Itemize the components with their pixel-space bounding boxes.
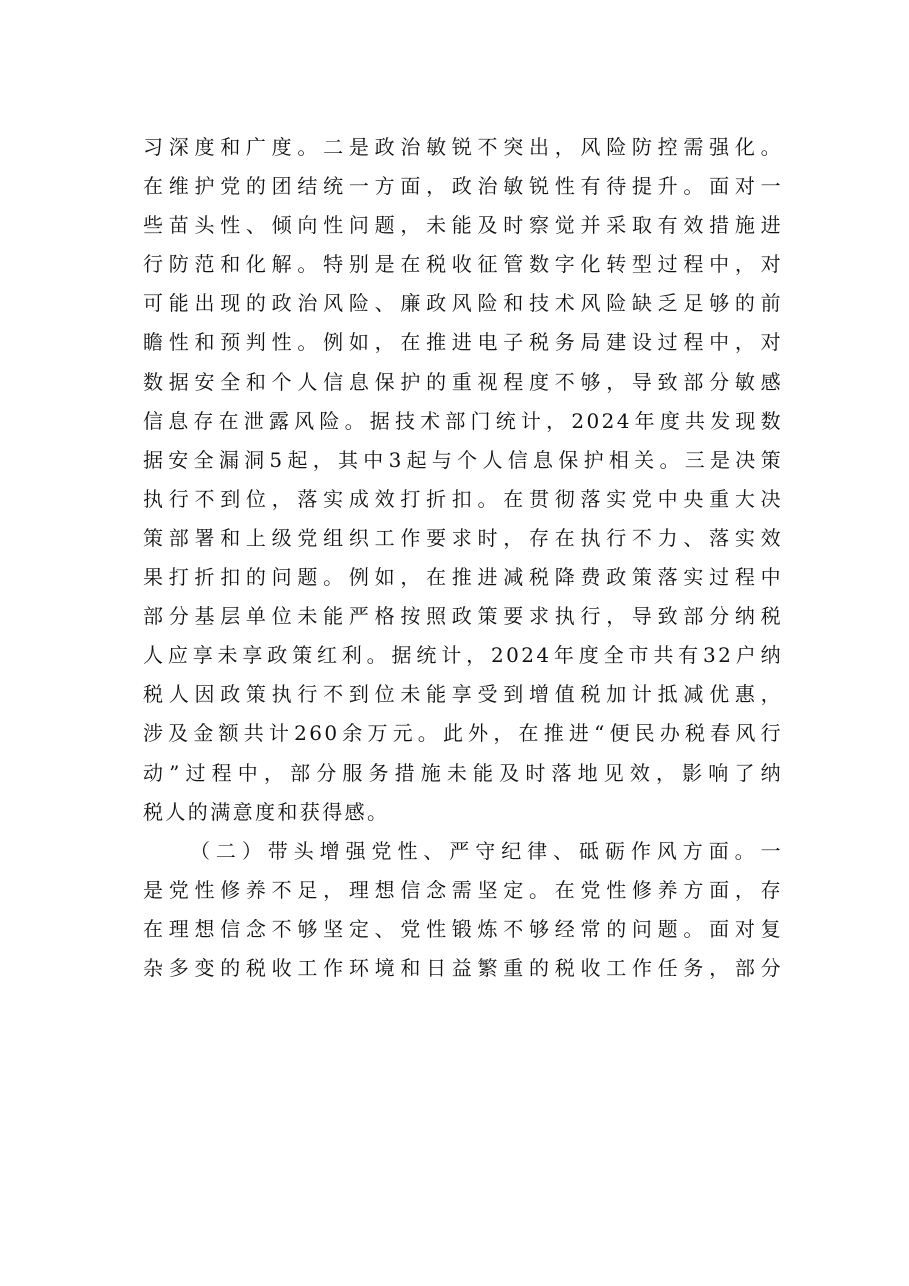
text-line-8: 信息存在泄露风险。据技术部门统计，2024年度共发现数: [143, 408, 783, 433]
text-line-12: 果打折扣的问题。例如，在推进减税降费政策落实过程中: [143, 565, 783, 590]
text-line-17: 动”过程中，部分服务措施未能及时落地见效，影响了纳: [143, 760, 783, 785]
text-line-11: 策部署和上级党组织工作要求时，存在执行不力、落实效: [143, 525, 783, 550]
text-line-10: 执行不到位，落实成效打折扣。在贯彻落实党中央重大决: [143, 486, 783, 511]
text-line-13: 部分基层单位未能严格按照政策要求执行，导致部分纳税: [143, 604, 783, 629]
text-line-22: 杂多变的税收工作环境和日益繁重的税收工作任务，部分: [143, 955, 783, 980]
body-text: [143, 128, 783, 988]
text-line-16: 涉及金额共计260余万元。此外，在推进“便民办税春风行: [143, 721, 783, 746]
text-line-3: 些苗头性、倾向性问题，未能及时察觉并采取有效措施进: [143, 213, 783, 238]
text-line-9: 据安全漏洞5起，其中3起与个人信息保护相关。三是决策: [143, 447, 783, 472]
text-line-18: 税人的满意度和获得感。: [143, 799, 390, 824]
text-line-2: 在维护党的团结统一方面，政治敏锐性有待提升。面对一: [143, 174, 783, 199]
text-line-15: 税人因政策执行不到位未能享受到增值税加计抵减优惠，: [143, 682, 783, 707]
text-line-7: 数据安全和个人信息保护的重视程度不够，导致部分敏感: [143, 369, 783, 394]
text-line-1: 习深度和广度。二是政治敏锐不突出，风险防控需强化。: [143, 135, 783, 159]
text-line-6: 瞻性和预判性。例如，在推进电子税务局建设过程中，对: [143, 330, 783, 355]
text-line-14: 人应享未享政策红利。据统计，2024年度全市共有32户纳: [143, 643, 783, 668]
text-line-5: 可能出现的政治风险、廉政风险和技术风险缺乏足够的前: [143, 291, 783, 316]
text-line-4: 行防范和化解。特别是在税收征管数字化转型过程中，对: [143, 252, 783, 277]
text-line-20: 是党性修养不足，理想信念需坚定。在党性修养方面，存: [143, 877, 783, 902]
text-line-21: 在理想信念不够坚定、党性锻炼不够经常的问题。面对复: [143, 916, 783, 941]
section-heading-line: （二）带头增强党性、严守纪律、砥砺作风方面。一: [190, 838, 783, 863]
